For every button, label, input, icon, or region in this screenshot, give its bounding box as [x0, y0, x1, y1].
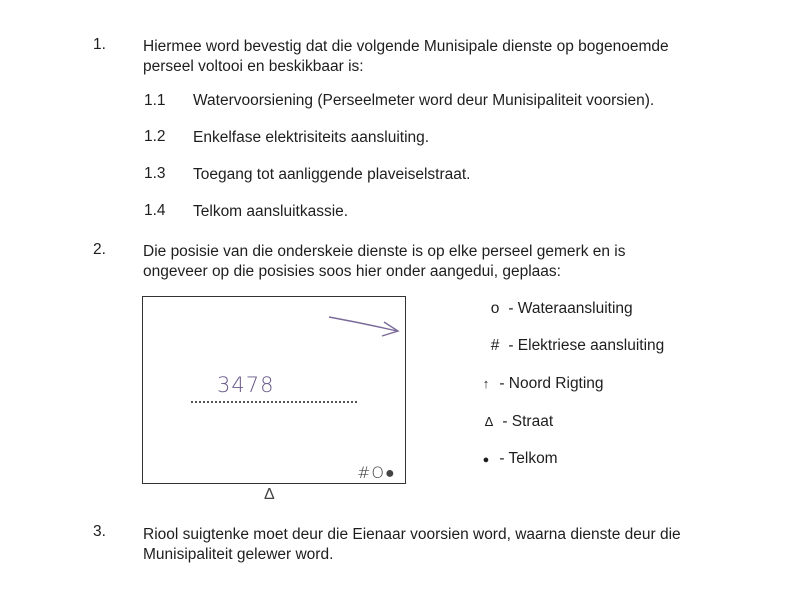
- section-text: [143, 525, 723, 565]
- section-number: 1.: [93, 36, 106, 53]
- corner-service-marks: #O●: [357, 463, 396, 482]
- legend-label: - Wateraansluiting: [508, 300, 633, 317]
- electric-icon: #: [490, 337, 500, 354]
- section-text-line: ongeveer op die posisies soos hier onder aangedui, geplaas:: [143, 263, 561, 280]
- legend-label: - Noord Rigting: [499, 375, 604, 392]
- water-icon: o: [490, 300, 500, 317]
- erf-number: 3478: [217, 373, 275, 397]
- subitem-number: 1.2: [144, 128, 166, 145]
- section-number: 3.: [93, 523, 106, 540]
- subitem-text: Enkelfase elektrisiteits aansluiting.: [193, 129, 430, 146]
- section-text: [143, 37, 723, 77]
- legend-item: [486, 300, 633, 318]
- legend-label: - Elektriese aansluiting: [508, 337, 665, 354]
- subitem-number: 1.4: [144, 202, 166, 219]
- section-text-line: Hiermee word bevestig dat die volgende Munisipale dienste op bogenoemde: [143, 38, 669, 55]
- erf-diagram: [142, 296, 406, 484]
- section-number: 2.: [93, 241, 106, 258]
- north-arrow-icon: [327, 309, 403, 337]
- subitem-text: Toegang tot aanliggende plaveiselstraat.: [193, 166, 471, 183]
- subitem-text: Watervoorsiening (Perseelmeter word deur Munisipaliteit voorsien).: [193, 92, 655, 109]
- section-text-line: Die posisie van die onderskeie dienste is op elke perseel gemerk en is: [143, 243, 626, 260]
- subitem-number: 1.1: [144, 92, 166, 109]
- legend-item: [480, 413, 553, 431]
- section-text-line: perseel voltooi en beskikbaar is:: [143, 58, 364, 75]
- subitem-text: Telkom aansluitkassie.: [193, 203, 349, 220]
- erf-number-underline: [191, 401, 357, 403]
- section-text: [143, 242, 723, 282]
- legend-item: [477, 450, 558, 468]
- legend-label: - Telkom: [499, 450, 558, 467]
- section-text-line: Riool suigtenke moet deur die Eienaar voorsien word, waarna dienste deur die: [143, 526, 681, 543]
- street-icon: Δ: [264, 486, 275, 503]
- telkom-icon: ●: [482, 454, 490, 466]
- subitem-number: 1.3: [144, 165, 166, 182]
- street-icon: Δ: [484, 414, 494, 429]
- legend-label: - Straat: [502, 413, 554, 430]
- north-arrow-icon: ↑: [482, 376, 490, 391]
- section-text-line: Munisipaliteit gelewer word.: [143, 546, 334, 563]
- legend-item: [486, 337, 664, 355]
- legend-item: [477, 375, 604, 393]
